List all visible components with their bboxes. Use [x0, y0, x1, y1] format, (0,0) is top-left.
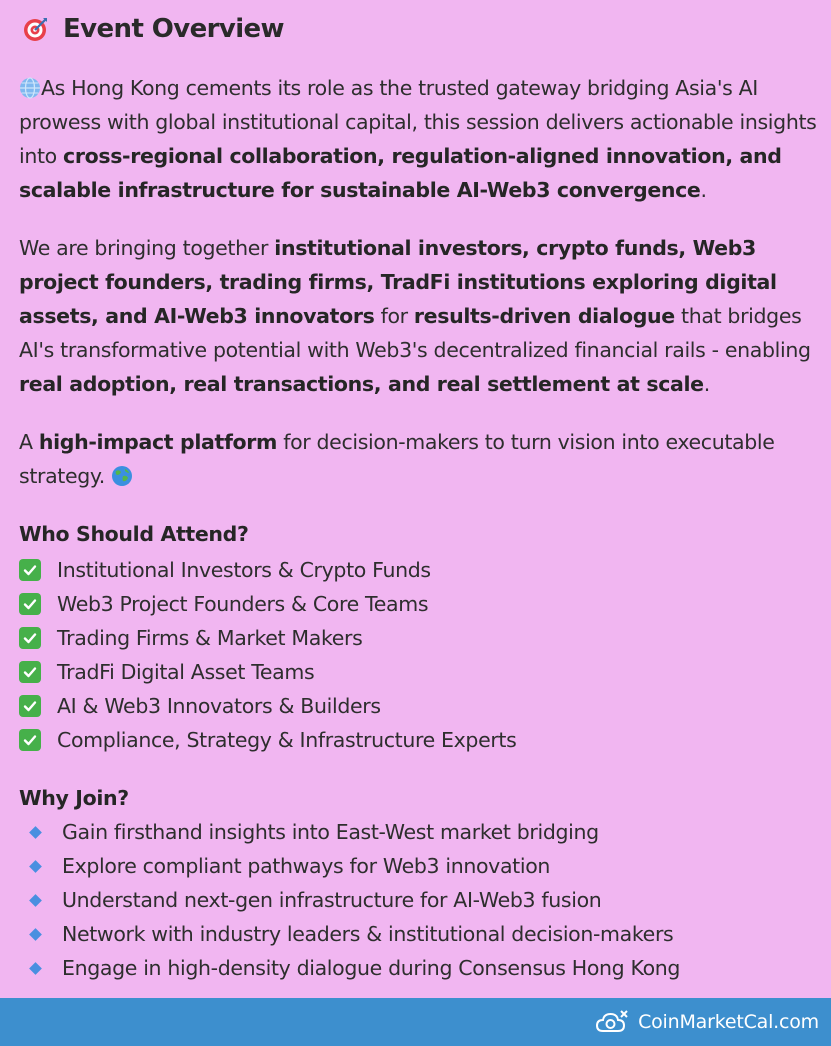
blue-diamond-icon	[29, 826, 42, 839]
overview-paragraph-3: A high-impact platform for decision-makers to turn vision into executable strategy.	[19, 430, 775, 488]
benefit-item: Understand next-gen infrastructure for AI-Web3 fusion	[19, 883, 819, 917]
blue-diamond-icon	[29, 962, 42, 975]
attendee-item: TradFi Digital Asset Teams	[19, 655, 819, 689]
blue-diamond-icon	[29, 928, 42, 941]
footer-bar	[0, 998, 831, 1046]
check-mark-icon	[19, 695, 41, 717]
attendee-item: Institutional Investors & Crypto Funds	[19, 553, 819, 587]
check-mark-icon	[19, 627, 41, 649]
why-join-list	[19, 815, 819, 985]
benefit-item: Gain firsthand insights into East-West market bridging	[19, 815, 819, 849]
attendee-item: Web3 Project Founders & Core Teams	[19, 587, 819, 621]
who-should-attend-heading: Who Should Attend?	[19, 522, 249, 546]
earth-globe-icon	[111, 463, 133, 485]
why-join-heading: Why Join?	[19, 786, 129, 810]
blue-diamond-icon	[29, 860, 42, 873]
benefit-item: Network with industry leaders & institutional decision-makers	[19, 917, 819, 951]
benefit-item: Engage in high-density dialogue during Consensus Hong Kong	[19, 951, 819, 985]
coin-cloud-icon	[595, 1009, 629, 1035]
globe-icon	[19, 75, 41, 97]
who-should-attend-list	[19, 553, 819, 757]
benefit-item: Explore compliant pathways for Web3 innovation	[19, 849, 819, 883]
check-mark-icon	[19, 593, 41, 615]
attendee-item: AI & Web3 Innovators & Builders	[19, 689, 819, 723]
check-mark-icon	[19, 729, 41, 751]
check-mark-icon	[19, 661, 41, 683]
page-title	[23, 14, 284, 44]
blue-diamond-icon	[29, 894, 42, 907]
attendee-item: Trading Firms & Market Makers	[19, 621, 819, 655]
page-title-text: Event Overview	[63, 14, 284, 44]
overview-paragraph-2: We are bringing together institutional investors, crypto funds, Web3 project founders, trading firms, TradFi institutions exploring digital assets, and AI-Web3 innovators for results-driven dialogue that bridges AI's transformative potential with Web3's decentralized financial rails - enabling real adoption, real transactions, and real settlement at scale.	[19, 236, 811, 396]
target-icon	[23, 16, 49, 42]
overview-paragraph-1: As Hong Kong cements its role as the trusted gateway bridging Asia's AI prowess with global institutional capital, this session delivers actionable insights into cross-regional collaboration, regulation-aligned innovation, and scalable infrastructure for sustainable AI-Web3 convergence.	[19, 76, 817, 202]
brand-name: CoinMarketCal.com	[638, 1011, 819, 1033]
attendee-item: Compliance, Strategy & Infrastructure Experts	[19, 723, 819, 757]
coinmarketcal-brand[interactable]	[595, 998, 819, 1046]
check-mark-icon	[19, 559, 41, 581]
